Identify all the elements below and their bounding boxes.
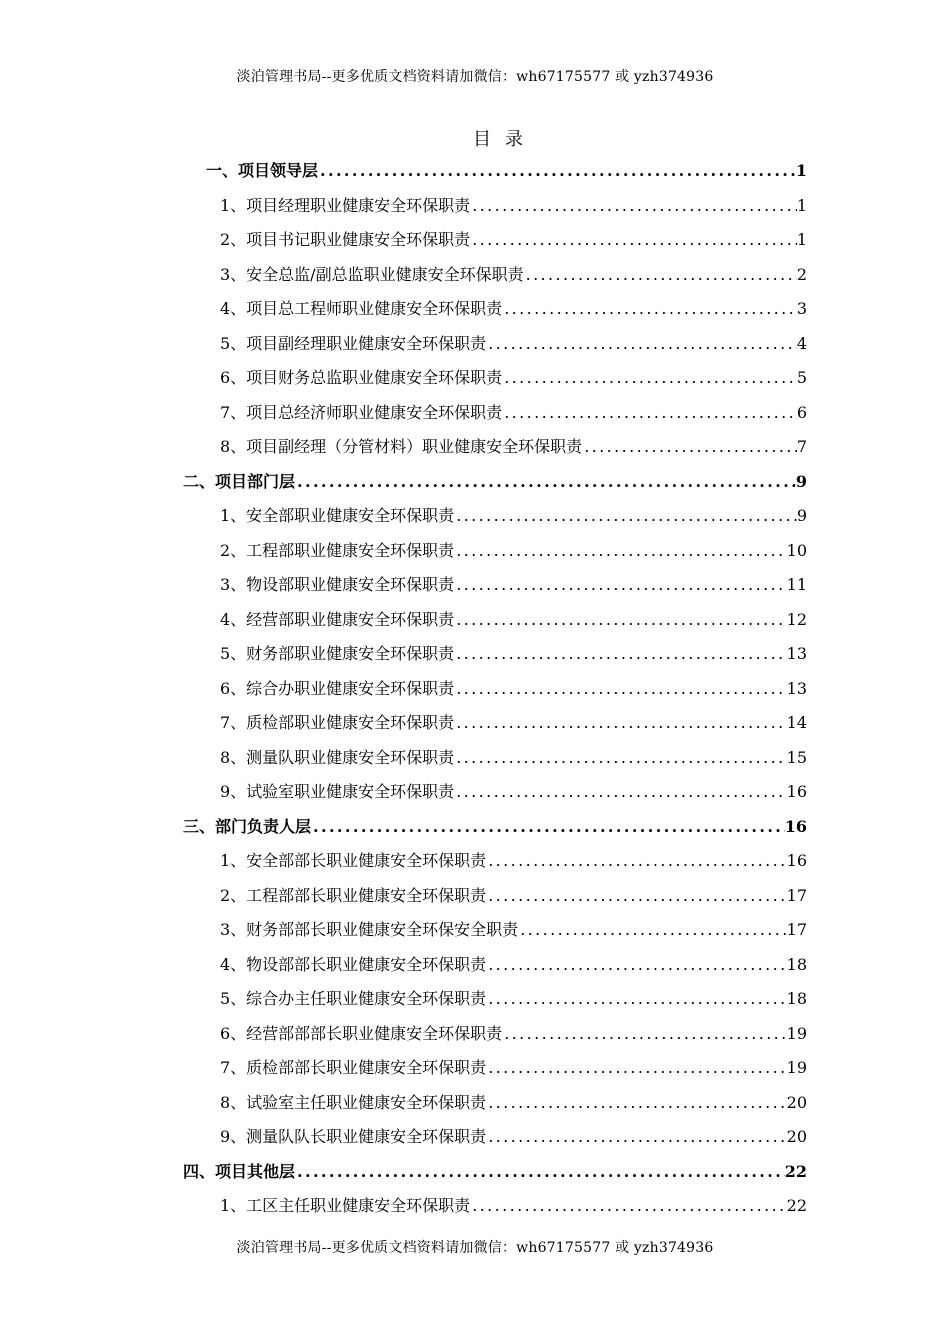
toc-dot-leader xyxy=(295,1155,785,1189)
toc-dot-leader xyxy=(486,1051,786,1085)
toc-dot-leader xyxy=(470,189,797,223)
toc-entry-label: 一、项目领导层 xyxy=(206,161,319,180)
toc-dot-leader xyxy=(502,1017,786,1051)
toc-dot-leader xyxy=(318,154,796,188)
page-header: 淡泊管理书局--更多优质文档资料请加微信：wh67175577 或 yzh374936 xyxy=(236,69,714,85)
toc-entry-page-number: 11 xyxy=(786,575,807,594)
toc-entry[interactable] xyxy=(220,258,807,292)
toc-dot-leader xyxy=(486,982,786,1016)
toc-section-entry[interactable] xyxy=(183,1155,807,1189)
toc-entry-label: 3、物设部职业健康安全环保职责 xyxy=(220,575,455,594)
toc-entry-page-number: 7 xyxy=(796,437,807,456)
toc-entry-label: 1、安全部职业健康安全环保职责 xyxy=(220,506,455,525)
toc-entry[interactable] xyxy=(220,1189,807,1223)
toc-section-entry[interactable] xyxy=(183,465,807,499)
toc-dot-leader xyxy=(486,879,786,913)
toc-entry-page-number: 3 xyxy=(796,299,807,318)
toc-entry[interactable] xyxy=(220,913,807,947)
toc-entry[interactable] xyxy=(220,1051,807,1085)
toc-entry-label: 4、经营部职业健康安全环保职责 xyxy=(220,609,455,629)
toc-dot-leader xyxy=(502,361,797,395)
toc-entry-label: 2、项目书记职业健康安全环保职责 xyxy=(220,230,471,249)
toc-entry[interactable] xyxy=(220,844,807,878)
toc-dot-leader xyxy=(454,706,786,740)
toc-entry-page-number: 2 xyxy=(796,264,807,284)
toc-title: 目录 xyxy=(473,129,537,150)
toc-entry-page-number: 16 xyxy=(786,851,807,870)
toc-entry[interactable] xyxy=(220,189,807,223)
toc-entry-label: 8、项目副经理（分管材料）职业健康安全环保职责 xyxy=(220,437,583,456)
toc-entry-label: 四、项目其他层 xyxy=(183,1161,296,1181)
toc-dot-leader xyxy=(454,637,786,671)
toc-dot-leader xyxy=(486,844,786,878)
toc-dot-leader xyxy=(486,1120,786,1154)
toc-entry-label: 1、工区主任职业健康安全环保职责 xyxy=(220,1196,471,1215)
toc-entry-page-number: 22 xyxy=(786,1196,807,1215)
toc-entry-page-number: 17 xyxy=(786,920,807,939)
toc-entry-label: 4、物设部部长职业健康安全环保职责 xyxy=(220,954,487,974)
toc-entry-page-number: 10 xyxy=(786,540,807,560)
toc-entry[interactable] xyxy=(220,534,807,568)
toc-entry[interactable] xyxy=(220,396,807,430)
toc-dot-leader xyxy=(454,741,786,775)
toc-dot-leader xyxy=(582,430,797,464)
toc-entry-label: 5、综合办主任职业健康安全环保职责 xyxy=(220,989,487,1008)
toc-dot-leader xyxy=(311,810,785,844)
toc-entry-label: 5、项目副经理职业健康安全环保职责 xyxy=(220,333,487,353)
toc-dot-leader xyxy=(486,1086,786,1120)
toc-entry-page-number: 1 xyxy=(796,195,807,215)
toc-entry-label: 4、项目总工程师职业健康安全环保职责 xyxy=(220,299,503,318)
toc-entry-page-number: 19 xyxy=(786,1058,807,1077)
toc-entry[interactable] xyxy=(220,637,807,671)
toc-entry[interactable] xyxy=(220,499,807,533)
toc-entry-label: 7、项目总经济师职业健康安全环保职责 xyxy=(220,402,503,422)
toc-entry-page-number: 9 xyxy=(796,506,807,525)
toc-entry-label: 6、项目财务总监职业健康安全环保职责 xyxy=(220,368,503,387)
toc-section-entry[interactable] xyxy=(183,810,807,844)
toc-dot-leader xyxy=(486,948,786,982)
toc-dot-leader xyxy=(518,913,786,947)
toc-entry-label: 9、试验室职业健康安全环保职责 xyxy=(220,782,455,801)
toc-section-entry[interactable] xyxy=(206,154,807,188)
toc-entry-label: 2、工程部部长职业健康安全环保职责 xyxy=(220,885,487,905)
toc-entry-page-number: 1 xyxy=(795,161,807,180)
toc-entry-page-number: 13 xyxy=(786,644,807,663)
toc-entry-label: 5、财务部职业健康安全环保职责 xyxy=(220,644,455,663)
toc-entry[interactable] xyxy=(220,741,807,775)
toc-dot-leader xyxy=(454,672,786,706)
toc-entry[interactable] xyxy=(220,361,807,395)
toc-dot-leader xyxy=(295,465,796,499)
toc-entry[interactable] xyxy=(220,1017,807,1051)
toc-dot-leader xyxy=(454,534,786,568)
toc-entry-label: 9、测量队队长职业健康安全环保职责 xyxy=(220,1127,487,1146)
toc-entry-page-number: 12 xyxy=(786,609,807,629)
toc-entry-label: 3、财务部部长职业健康安全环保安全职责 xyxy=(220,920,519,939)
toc-entry[interactable] xyxy=(220,223,807,257)
toc-entry-label: 6、综合办职业健康安全环保职责 xyxy=(220,678,455,698)
toc-dot-leader xyxy=(454,775,786,809)
toc-entry-page-number: 18 xyxy=(786,989,807,1008)
toc-entry-label: 7、质检部部长职业健康安全环保职责 xyxy=(220,1058,487,1077)
toc-entry[interactable] xyxy=(220,982,807,1016)
toc-entry-label: 2、工程部职业健康安全环保职责 xyxy=(220,540,455,560)
toc-dot-leader xyxy=(470,1189,786,1223)
toc-dot-leader xyxy=(454,603,786,637)
toc-entry-page-number: 20 xyxy=(786,1092,807,1112)
toc-entry[interactable] xyxy=(220,1120,807,1154)
toc-entry-page-number: 4 xyxy=(796,333,807,353)
toc-entry-page-number: 20 xyxy=(786,1127,807,1146)
toc-entry-page-number: 5 xyxy=(796,368,807,387)
toc-dot-leader xyxy=(502,292,797,326)
toc-dot-leader xyxy=(524,258,797,292)
toc-entry-label: 6、经营部部部长职业健康安全环保职责 xyxy=(220,1023,503,1043)
toc-dot-leader xyxy=(486,327,797,361)
toc-entry-label: 7、质检部职业健康安全环保职责 xyxy=(220,713,455,732)
toc-dot-leader xyxy=(454,568,786,602)
toc-entry[interactable] xyxy=(220,775,807,809)
toc-entry-page-number: 16 xyxy=(784,816,807,836)
toc-dot-leader xyxy=(470,223,797,257)
toc-entry-page-number: 6 xyxy=(796,402,807,422)
toc-dot-leader xyxy=(454,499,797,533)
toc-entry-label: 三、部门负责人层 xyxy=(183,816,312,836)
toc-dot-leader xyxy=(502,396,797,430)
toc-entry[interactable] xyxy=(220,672,807,706)
toc-entry-page-number: 14 xyxy=(786,713,807,732)
toc-entry-page-number: 19 xyxy=(786,1023,807,1043)
toc-entry-label: 1、项目经理职业健康安全环保职责 xyxy=(220,195,471,215)
toc-entry[interactable] xyxy=(220,603,807,637)
toc-entry-label: 二、项目部门层 xyxy=(183,471,296,491)
toc-entry-page-number: 13 xyxy=(786,678,807,698)
toc-entry-label: 8、测量队职业健康安全环保职责 xyxy=(220,747,455,767)
toc-entry-page-number: 1 xyxy=(796,230,807,249)
toc-entry[interactable] xyxy=(220,568,807,602)
page-footer: 淡泊管理书局--更多优质文档资料请加微信：wh67175577 或 yzh374936 xyxy=(236,1240,714,1256)
toc-entry[interactable] xyxy=(220,327,807,361)
toc-entry[interactable] xyxy=(220,292,807,326)
toc-entry-page-number: 16 xyxy=(786,782,807,801)
toc-entry[interactable] xyxy=(220,706,807,740)
toc-entry-page-number: 22 xyxy=(784,1161,807,1181)
toc-entry-page-number: 15 xyxy=(786,747,807,767)
toc-entry[interactable] xyxy=(220,1086,807,1120)
toc-entry-page-number: 18 xyxy=(786,954,807,974)
toc-entry-page-number: 9 xyxy=(795,471,807,491)
toc-entry[interactable] xyxy=(220,430,807,464)
toc-entry[interactable] xyxy=(220,879,807,913)
toc-entry-label: 8、试验室主任职业健康安全环保职责 xyxy=(220,1092,487,1112)
toc-entry-label: 3、安全总监/副总监职业健康安全环保职责 xyxy=(220,264,524,284)
toc-entry-label: 1、安全部部长职业健康安全环保职责 xyxy=(220,851,487,870)
toc-entry-page-number: 17 xyxy=(786,885,807,905)
toc-entry[interactable] xyxy=(220,948,807,982)
